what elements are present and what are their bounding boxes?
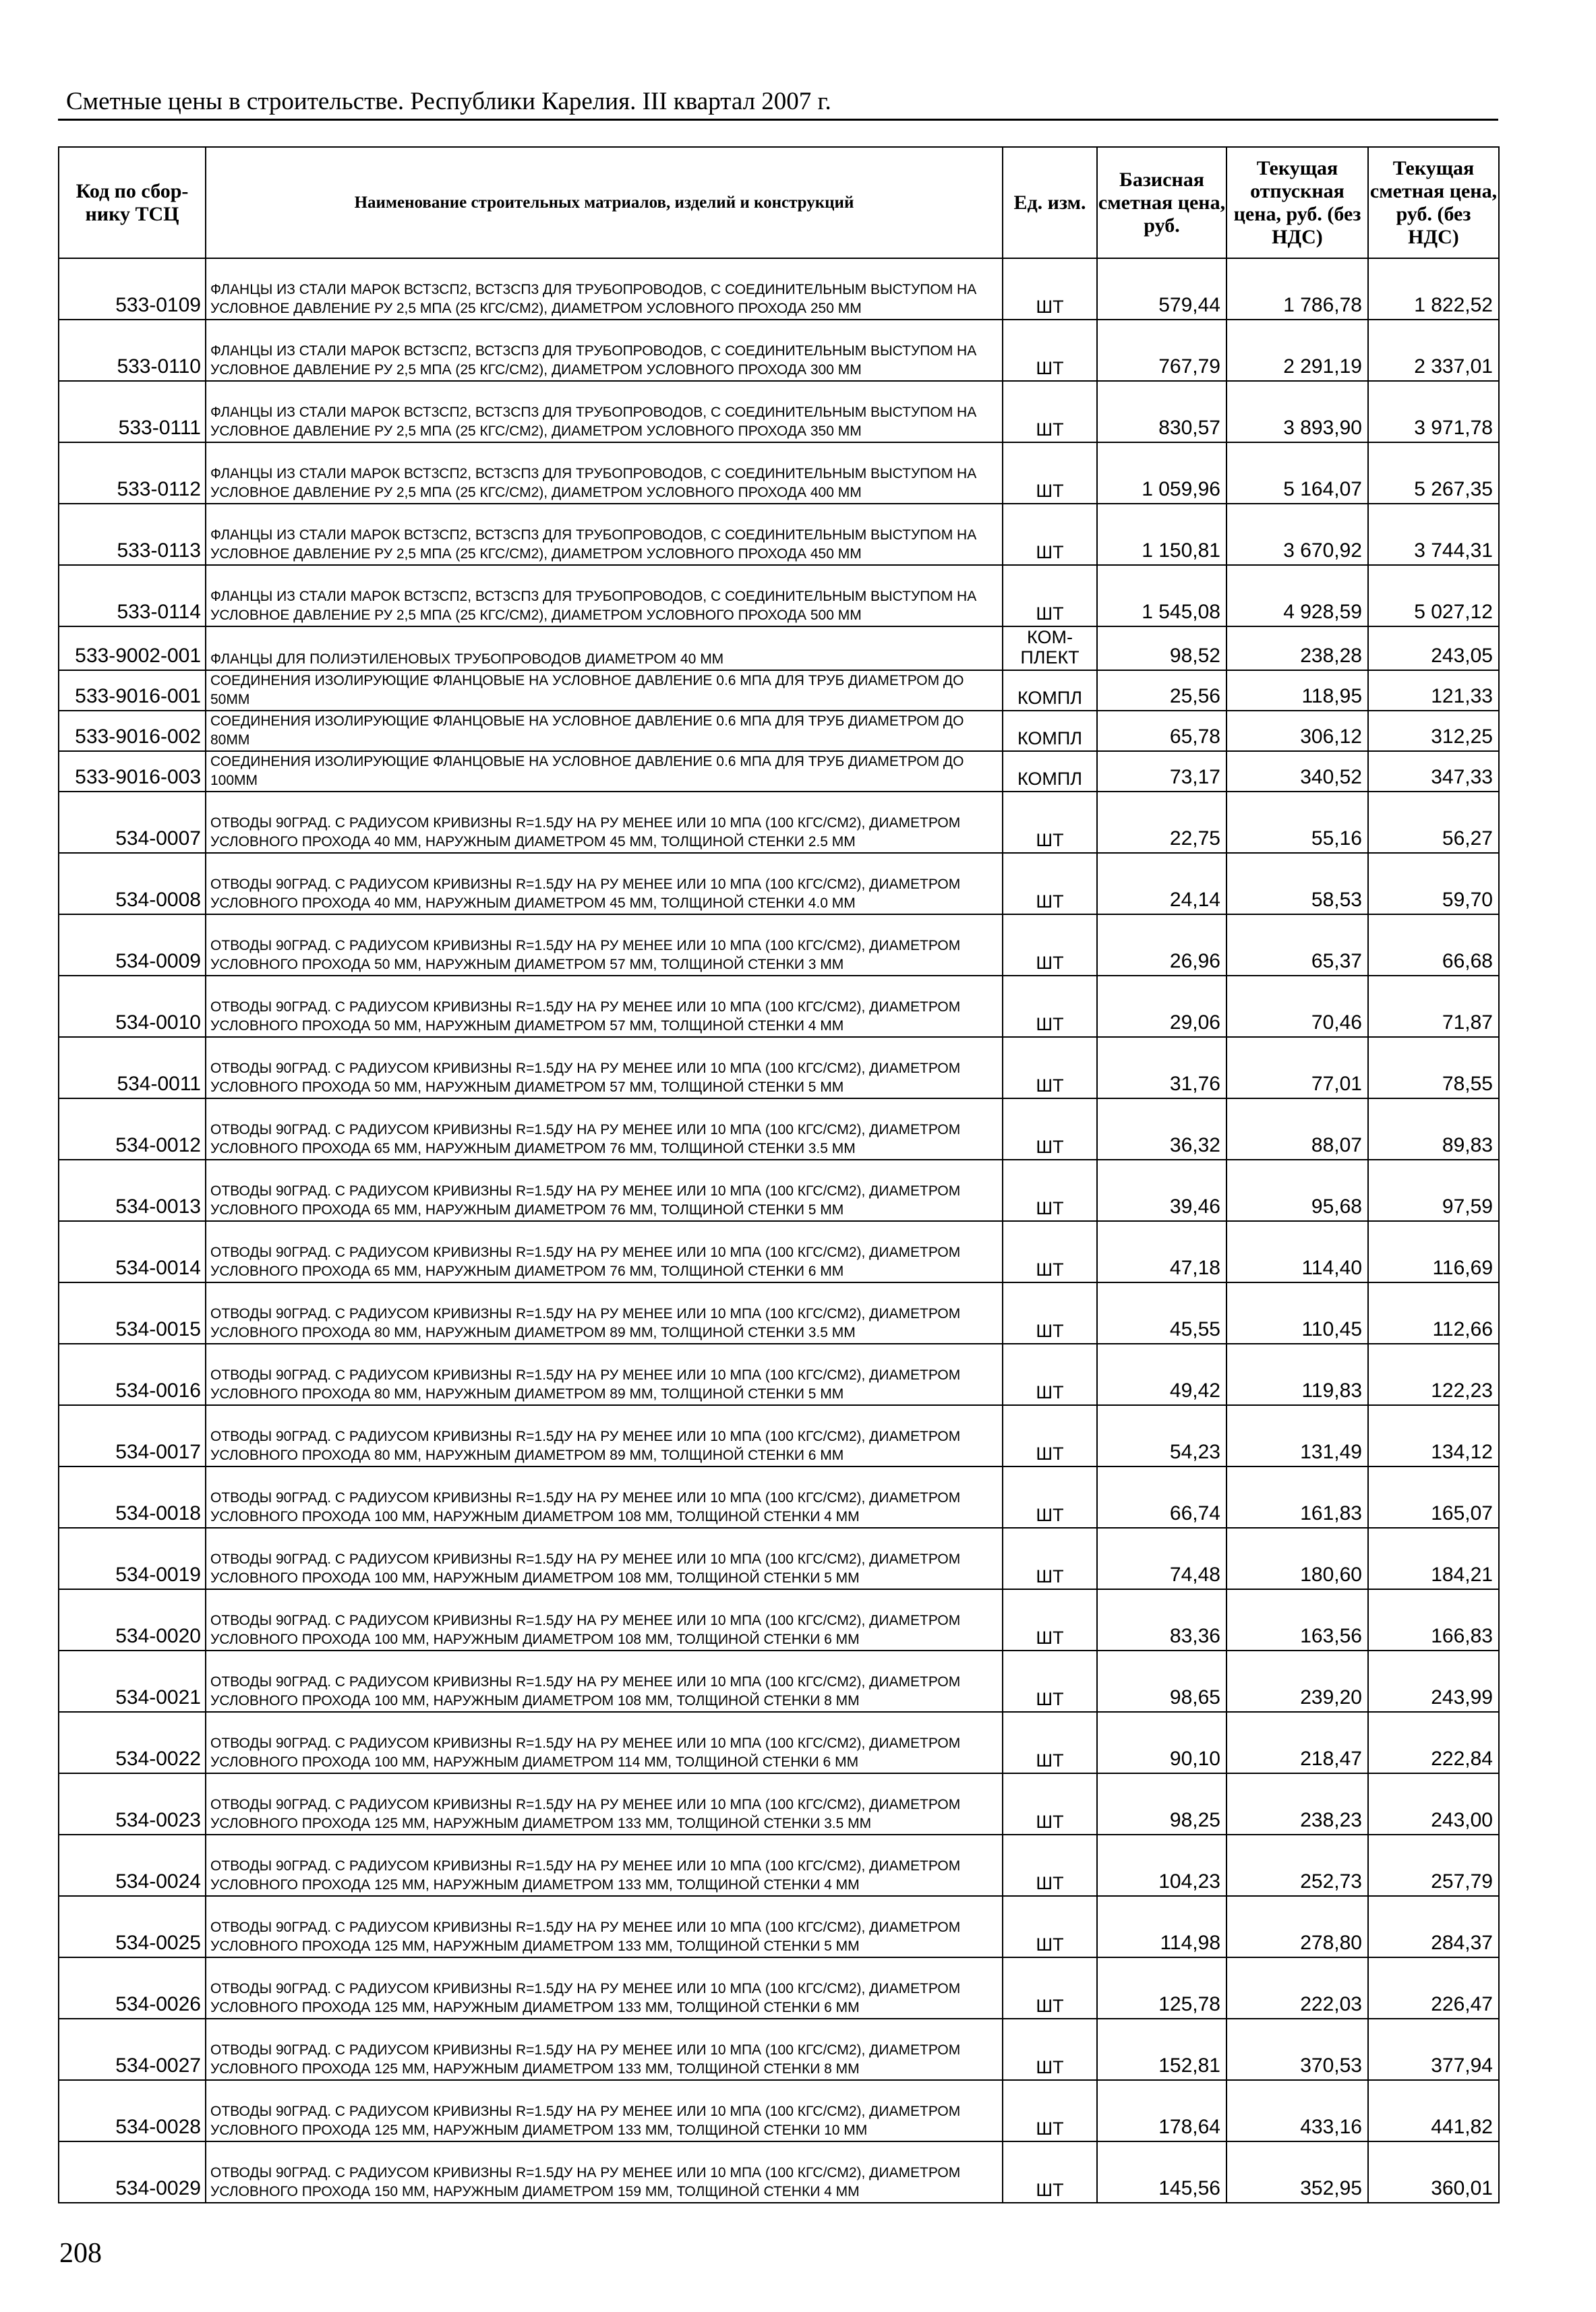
cell-name: ОТВОДЫ 90ГРАД. С РАДИУСОМ КРИВИЗНЫ R=1.5ДУ НА РУ МЕНЕЕ ИЛИ 10 МПА (100 КГС/СМ2), ДИАМЕТРОМ УСЛОВНОГО ПРОХОДА 100 ММ, НАРУЖНЫМ ДИАМЕТРОМ 108 ММ, ТОЛЩИНОЙ СТЕНКИ 6 ММ: [206, 1589, 1003, 1651]
cell-base-price: 49,42: [1097, 1344, 1226, 1405]
cell-name: ОТВОДЫ 90ГРАД. С РАДИУСОМ КРИВИЗНЫ R=1.5ДУ НА РУ МЕНЕЕ ИЛИ 10 МПА (100 КГС/СМ2), ДИАМЕТРОМ УСЛОВНОГО ПРОХОДА 100 ММ, НАРУЖНЫМ ДИАМЕТРОМ 108 ММ, ТОЛЩИНОЙ СТЕНКИ 8 ММ: [206, 1651, 1003, 1712]
cell-name: ФЛАНЦЫ ИЗ СТАЛИ МАРОК ВСТ3СП2, ВСТ3СП3 ДЛЯ ТРУБОПРОВОДОВ, С СОЕДИНИТЕЛЬНЫМ ВЫСТУПОМ НА УСЛОВНОЕ ДАВЛЕНИЕ РУ 2,5 МПА (25 КГС/СМ2), ДИАМЕТРОМ УСЛОВНОГО ПРОХОДА 400 ММ: [206, 442, 1003, 504]
cell-name: ОТВОДЫ 90ГРАД. С РАДИУСОМ КРИВИЗНЫ R=1.5ДУ НА РУ МЕНЕЕ ИЛИ 10 МПА (100 КГС/СМ2), ДИАМЕТРОМ УСЛОВНОГО ПРОХОДА 65 ММ, НАРУЖНЫМ ДИАМЕТРОМ 76 ММ, ТОЛЩИНОЙ СТЕНКИ 5 ММ: [206, 1160, 1003, 1221]
cell-current-release-price: 306,12: [1226, 711, 1368, 751]
cell-code: 534-0019: [59, 1528, 206, 1589]
cell-current-estimate-price: 165,07: [1368, 1466, 1499, 1528]
cell-unit: ШТ: [1003, 442, 1097, 504]
cell-current-estimate-price: 3 744,31: [1368, 504, 1499, 565]
table-row: [59, 1712, 1499, 1773]
cell-name: ОТВОДЫ 90ГРАД. С РАДИУСОМ КРИВИЗНЫ R=1.5ДУ НА РУ МЕНЕЕ ИЛИ 10 МПА (100 КГС/СМ2), ДИАМЕТРОМ УСЛОВНОГО ПРОХОДА 80 ММ, НАРУЖНЫМ ДИАМЕТРОМ 89 ММ, ТОЛЩИНОЙ СТЕНКИ 3.5 ММ: [206, 1282, 1003, 1344]
cell-current-estimate-price: 71,87: [1368, 976, 1499, 1037]
cell-unit: ШТ: [1003, 1773, 1097, 1835]
column-header-unit: Ед. изм.: [1003, 147, 1097, 258]
cell-current-release-price: 2 291,19: [1226, 320, 1368, 381]
cell-current-release-price: 222,03: [1226, 1957, 1368, 2019]
page-number: 208: [59, 2238, 102, 2269]
header-row: [59, 147, 1499, 258]
cell-base-price: 178,64: [1097, 2080, 1226, 2141]
table-row: [59, 1896, 1499, 1957]
cell-current-release-price: 118,95: [1226, 670, 1368, 711]
header-rule: [58, 119, 1498, 121]
cell-current-estimate-price: 312,25: [1368, 711, 1499, 751]
cell-unit: ШТ: [1003, 1405, 1097, 1466]
cell-base-price: 145,56: [1097, 2141, 1226, 2203]
cell-current-estimate-price: 116,69: [1368, 1221, 1499, 1282]
cell-current-release-price: 238,23: [1226, 1773, 1368, 1835]
running-header: Сметные цены в строительстве. Республики Карелия. III квартал 2007 г.: [66, 88, 831, 115]
cell-base-price: 98,25: [1097, 1773, 1226, 1835]
cell-base-price: 25,56: [1097, 670, 1226, 711]
table-row: [59, 914, 1499, 976]
cell-current-release-price: 352,95: [1226, 2141, 1368, 2203]
cell-code: 534-0010: [59, 976, 206, 1037]
cell-unit: ШТ: [1003, 1589, 1097, 1651]
cell-unit: ШТ: [1003, 2080, 1097, 2141]
cell-unit: ШТ: [1003, 565, 1097, 626]
table-row: [59, 2141, 1499, 2203]
cell-unit: ШТ: [1003, 976, 1097, 1037]
cell-base-price: 31,76: [1097, 1037, 1226, 1098]
cell-base-price: 98,65: [1097, 1651, 1226, 1712]
cell-current-estimate-price: 166,83: [1368, 1589, 1499, 1651]
cell-current-estimate-price: 122,23: [1368, 1344, 1499, 1405]
cell-base-price: 114,98: [1097, 1896, 1226, 1957]
cell-current-release-price: 119,83: [1226, 1344, 1368, 1405]
cell-name: ОТВОДЫ 90ГРАД. С РАДИУСОМ КРИВИЗНЫ R=1.5ДУ НА РУ МЕНЕЕ ИЛИ 10 МПА (100 КГС/СМ2), ДИАМЕТРОМ УСЛОВНОГО ПРОХОДА 150 ММ, НАРУЖНЫМ ДИАМЕТРОМ 159 ММ, ТОЛЩИНОЙ СТЕНКИ 4 ММ: [206, 2141, 1003, 2203]
cell-code: 534-0017: [59, 1405, 206, 1466]
cell-current-estimate-price: 1 822,52: [1368, 258, 1499, 320]
cell-code: 533-0109: [59, 258, 206, 320]
cell-unit: ШТ: [1003, 1098, 1097, 1160]
cell-code: 533-0111: [59, 381, 206, 442]
cell-current-estimate-price: 59,70: [1368, 853, 1499, 914]
cell-current-release-price: 340,52: [1226, 751, 1368, 792]
column-header-base-price: Базисная сметная цена, руб.: [1097, 147, 1226, 258]
cell-base-price: 830,57: [1097, 381, 1226, 442]
cell-unit: ШТ: [1003, 914, 1097, 976]
cell-code: 534-0013: [59, 1160, 206, 1221]
cell-base-price: 767,79: [1097, 320, 1226, 381]
cell-current-release-price: 4 928,59: [1226, 565, 1368, 626]
cell-code: 534-0020: [59, 1589, 206, 1651]
cell-current-estimate-price: 97,59: [1368, 1160, 1499, 1221]
cell-name: ОТВОДЫ 90ГРАД. С РАДИУСОМ КРИВИЗНЫ R=1.5ДУ НА РУ МЕНЕЕ ИЛИ 10 МПА (100 КГС/СМ2), ДИАМЕТРОМ УСЛОВНОГО ПРОХОДА 125 ММ, НАРУЖНЫМ ДИАМЕТРОМ 133 ММ, ТОЛЩИНОЙ СТЕНКИ 3.5 ММ: [206, 1773, 1003, 1835]
cell-current-estimate-price: 243,99: [1368, 1651, 1499, 1712]
cell-name: ОТВОДЫ 90ГРАД. С РАДИУСОМ КРИВИЗНЫ R=1.5ДУ НА РУ МЕНЕЕ ИЛИ 10 МПА (100 КГС/СМ2), ДИАМЕТРОМ УСЛОВНОГО ПРОХОДА 100 ММ, НАРУЖНЫМ ДИАМЕТРОМ 108 ММ, ТОЛЩИНОЙ СТЕНКИ 5 ММ: [206, 1528, 1003, 1589]
cell-current-estimate-price: 78,55: [1368, 1037, 1499, 1098]
table-row: [59, 504, 1499, 565]
cell-current-release-price: 1 786,78: [1226, 258, 1368, 320]
cell-current-release-price: 70,46: [1226, 976, 1368, 1037]
table-row: [59, 1589, 1499, 1651]
cell-current-release-price: 58,53: [1226, 853, 1368, 914]
cell-name: ОТВОДЫ 90ГРАД. С РАДИУСОМ КРИВИЗНЫ R=1.5ДУ НА РУ МЕНЕЕ ИЛИ 10 МПА (100 КГС/СМ2), ДИАМЕТРОМ УСЛОВНОГО ПРОХОДА 65 ММ, НАРУЖНЫМ ДИАМЕТРОМ 76 ММ, ТОЛЩИНОЙ СТЕНКИ 6 ММ: [206, 1221, 1003, 1282]
cell-base-price: 39,46: [1097, 1160, 1226, 1221]
table-row: [59, 853, 1499, 914]
cell-unit: ШТ: [1003, 1528, 1097, 1589]
cell-base-price: 152,81: [1097, 2019, 1226, 2080]
cell-unit: ШТ: [1003, 504, 1097, 565]
cell-unit: ШТ: [1003, 258, 1097, 320]
cell-code: 534-0029: [59, 2141, 206, 2203]
cell-base-price: 579,44: [1097, 258, 1226, 320]
cell-base-price: 66,74: [1097, 1466, 1226, 1528]
cell-name: ФЛАНЦЫ ДЛЯ ПОЛИЭТИЛЕНОВЫХ ТРУБОПРОВОДОВ ДИАМЕТРОМ 40 ММ: [206, 626, 1003, 670]
cell-code: 533-0113: [59, 504, 206, 565]
cell-code: 534-0018: [59, 1466, 206, 1528]
cell-current-release-price: 55,16: [1226, 792, 1368, 853]
cell-current-estimate-price: 2 337,01: [1368, 320, 1499, 381]
cell-base-price: 73,17: [1097, 751, 1226, 792]
cell-current-release-price: 65,37: [1226, 914, 1368, 976]
table-row: [59, 1773, 1499, 1835]
cell-current-estimate-price: 284,37: [1368, 1896, 1499, 1957]
cell-code: 534-0007: [59, 792, 206, 853]
table-row: [59, 381, 1499, 442]
cell-current-release-price: 239,20: [1226, 1651, 1368, 1712]
cell-current-estimate-price: 226,47: [1368, 1957, 1499, 2019]
cell-current-release-price: 161,83: [1226, 1466, 1368, 1528]
cell-current-estimate-price: 89,83: [1368, 1098, 1499, 1160]
cell-unit: ШТ: [1003, 320, 1097, 381]
cell-current-release-price: 278,80: [1226, 1896, 1368, 1957]
cell-code: 533-9016-002: [59, 711, 206, 751]
cell-unit: КОМПЛ: [1003, 711, 1097, 751]
column-header-code: Код по сбор-нику ТСЦ: [59, 147, 206, 258]
table-row: [59, 258, 1499, 320]
cell-name: ОТВОДЫ 90ГРАД. С РАДИУСОМ КРИВИЗНЫ R=1.5ДУ НА РУ МЕНЕЕ ИЛИ 10 МПА (100 КГС/СМ2), ДИАМЕТРОМ УСЛОВНОГО ПРОХОДА 100 ММ, НАРУЖНЫМ ДИАМЕТРОМ 114 ММ, ТОЛЩИНОЙ СТЕНКИ 6 ММ: [206, 1712, 1003, 1773]
cell-name: ФЛАНЦЫ ИЗ СТАЛИ МАРОК ВСТ3СП2, ВСТ3СП3 ДЛЯ ТРУБОПРОВОДОВ, С СОЕДИНИТЕЛЬНЫМ ВЫСТУПОМ НА УСЛОВНОЕ ДАВЛЕНИЕ РУ 2,5 МПА (25 КГС/СМ2), ДИАМЕТРОМ УСЛОВНОГО ПРОХОДА 450 ММ: [206, 504, 1003, 565]
cell-current-estimate-price: 112,66: [1368, 1282, 1499, 1344]
cell-current-release-price: 114,40: [1226, 1221, 1368, 1282]
cell-base-price: 36,32: [1097, 1098, 1226, 1160]
cell-name: СОЕДИНЕНИЯ ИЗОЛИРУЮЩИЕ ФЛАНЦОВЫЕ НА УСЛОВНОЕ ДАВЛЕНИЕ 0.6 МПА ДЛЯ ТРУБ ДИАМЕТРОМ ДО 50ММ: [206, 670, 1003, 711]
cell-current-estimate-price: 360,01: [1368, 2141, 1499, 2203]
cell-current-release-price: 433,16: [1226, 2080, 1368, 2141]
cell-unit: ШТ: [1003, 1835, 1097, 1896]
cell-code: 533-0114: [59, 565, 206, 626]
cell-unit: ШТ: [1003, 1282, 1097, 1344]
cell-name: ФЛАНЦЫ ИЗ СТАЛИ МАРОК ВСТ3СП2, ВСТ3СП3 ДЛЯ ТРУБОПРОВОДОВ, С СОЕДИНИТЕЛЬНЫМ ВЫСТУПОМ НА УСЛОВНОЕ ДАВЛЕНИЕ РУ 2,5 МПА (25 КГС/СМ2), ДИАМЕТРОМ УСЛОВНОГО ПРОХОДА 350 ММ: [206, 381, 1003, 442]
cell-current-release-price: 218,47: [1226, 1712, 1368, 1773]
cell-unit: ШТ: [1003, 1957, 1097, 2019]
cell-current-estimate-price: 222,84: [1368, 1712, 1499, 1773]
cell-base-price: 45,55: [1097, 1282, 1226, 1344]
cell-name: ОТВОДЫ 90ГРАД. С РАДИУСОМ КРИВИЗНЫ R=1.5ДУ НА РУ МЕНЕЕ ИЛИ 10 МПА (100 КГС/СМ2), ДИАМЕТРОМ УСЛОВНОГО ПРОХОДА 50 ММ, НАРУЖНЫМ ДИАМЕТРОМ 57 ММ, ТОЛЩИНОЙ СТЕНКИ 4 ММ: [206, 976, 1003, 1037]
cell-base-price: 1 150,81: [1097, 504, 1226, 565]
cell-current-estimate-price: 243,00: [1368, 1773, 1499, 1835]
table-row: [59, 2019, 1499, 2080]
cell-base-price: 54,23: [1097, 1405, 1226, 1466]
cell-code: 534-0009: [59, 914, 206, 976]
cell-unit: ШТ: [1003, 1160, 1097, 1221]
table-row: [59, 792, 1499, 853]
cell-name: ФЛАНЦЫ ИЗ СТАЛИ МАРОК ВСТ3СП2, ВСТ3СП3 ДЛЯ ТРУБОПРОВОДОВ, С СОЕДИНИТЕЛЬНЫМ ВЫСТУПОМ НА УСЛОВНОЕ ДАВЛЕНИЕ РУ 2,5 МПА (25 КГС/СМ2), ДИАМЕТРОМ УСЛОВНОГО ПРОХОДА 500 ММ: [206, 565, 1003, 626]
table-row: [59, 2080, 1499, 2141]
cell-current-release-price: 163,56: [1226, 1589, 1368, 1651]
cell-current-release-price: 131,49: [1226, 1405, 1368, 1466]
cell-current-release-price: 238,28: [1226, 626, 1368, 670]
cell-unit: ШТ: [1003, 1712, 1097, 1773]
cell-base-price: 47,18: [1097, 1221, 1226, 1282]
cell-code: 534-0026: [59, 1957, 206, 2019]
table-row: [59, 1466, 1499, 1528]
column-header-name: Наименование строительных матриалов, изделий и конструкций: [206, 147, 1003, 258]
cell-code: 534-0014: [59, 1221, 206, 1282]
table-header: [59, 147, 1499, 258]
cell-base-price: 29,06: [1097, 976, 1226, 1037]
cell-current-estimate-price: 243,05: [1368, 626, 1499, 670]
cell-code: 534-0025: [59, 1896, 206, 1957]
table-row: [59, 626, 1499, 670]
cell-name: ОТВОДЫ 90ГРАД. С РАДИУСОМ КРИВИЗНЫ R=1.5ДУ НА РУ МЕНЕЕ ИЛИ 10 МПА (100 КГС/СМ2), ДИАМЕТРОМ УСЛОВНОГО ПРОХОДА 125 ММ, НАРУЖНЫМ ДИАМЕТРОМ 133 ММ, ТОЛЩИНОЙ СТЕНКИ 6 ММ: [206, 1957, 1003, 2019]
cell-name: ОТВОДЫ 90ГРАД. С РАДИУСОМ КРИВИЗНЫ R=1.5ДУ НА РУ МЕНЕЕ ИЛИ 10 МПА (100 КГС/СМ2), ДИАМЕТРОМ УСЛОВНОГО ПРОХОДА 80 ММ, НАРУЖНЫМ ДИАМЕТРОМ 89 ММ, ТОЛЩИНОЙ СТЕНКИ 5 ММ: [206, 1344, 1003, 1405]
table-body: [59, 258, 1499, 2203]
cell-unit: ШТ: [1003, 1651, 1097, 1712]
cell-current-release-price: 5 164,07: [1226, 442, 1368, 504]
cell-unit: ШТ: [1003, 792, 1097, 853]
cell-code: 533-9016-001: [59, 670, 206, 711]
cell-current-release-price: 3 893,90: [1226, 381, 1368, 442]
cell-base-price: 104,23: [1097, 1835, 1226, 1896]
cell-name: ФЛАНЦЫ ИЗ СТАЛИ МАРОК ВСТ3СП2, ВСТ3СП3 ДЛЯ ТРУБОПРОВОДОВ, С СОЕДИНИТЕЛЬНЫМ ВЫСТУПОМ НА УСЛОВНОЕ ДАВЛЕНИЕ РУ 2,5 МПА (25 КГС/СМ2), ДИАМЕТРОМ УСЛОВНОГО ПРОХОДА 250 ММ: [206, 258, 1003, 320]
cell-current-estimate-price: 257,79: [1368, 1835, 1499, 1896]
cell-current-estimate-price: 5 267,35: [1368, 442, 1499, 504]
cell-current-estimate-price: 3 971,78: [1368, 381, 1499, 442]
cell-unit: ШТ: [1003, 1221, 1097, 1282]
cell-code: 533-9016-003: [59, 751, 206, 792]
table-row: [59, 320, 1499, 381]
price-table: [58, 146, 1500, 2203]
table-row: [59, 1405, 1499, 1466]
cell-name: ОТВОДЫ 90ГРАД. С РАДИУСОМ КРИВИЗНЫ R=1.5ДУ НА РУ МЕНЕЕ ИЛИ 10 МПА (100 КГС/СМ2), ДИАМЕТРОМ УСЛОВНОГО ПРОХОДА 125 ММ, НАРУЖНЫМ ДИАМЕТРОМ 133 ММ, ТОЛЩИНОЙ СТЕНКИ 10 ММ: [206, 2080, 1003, 2141]
cell-base-price: 90,10: [1097, 1712, 1226, 1773]
cell-code: 533-0110: [59, 320, 206, 381]
cell-base-price: 74,48: [1097, 1528, 1226, 1589]
cell-code: 533-9002-001: [59, 626, 206, 670]
cell-name: ФЛАНЦЫ ИЗ СТАЛИ МАРОК ВСТ3СП2, ВСТ3СП3 ДЛЯ ТРУБОПРОВОДОВ, С СОЕДИНИТЕЛЬНЫМ ВЫСТУПОМ НА УСЛОВНОЕ ДАВЛЕНИЕ РУ 2,5 МПА (25 КГС/СМ2), ДИАМЕТРОМ УСЛОВНОГО ПРОХОДА 300 ММ: [206, 320, 1003, 381]
cell-code: 534-0008: [59, 853, 206, 914]
table-row: [59, 565, 1499, 626]
cell-code: 534-0028: [59, 2080, 206, 2141]
cell-code: 534-0027: [59, 2019, 206, 2080]
cell-unit: ШТ: [1003, 2141, 1097, 2203]
cell-unit: ШТ: [1003, 1344, 1097, 1405]
cell-current-estimate-price: 66,68: [1368, 914, 1499, 976]
cell-base-price: 1 059,96: [1097, 442, 1226, 504]
cell-base-price: 26,96: [1097, 914, 1226, 976]
cell-current-release-price: 3 670,92: [1226, 504, 1368, 565]
column-header-current-estimate-price: Текущая сметная цена, руб. (без НДС): [1368, 147, 1499, 258]
table-row: [59, 1528, 1499, 1589]
cell-base-price: 24,14: [1097, 853, 1226, 914]
cell-unit: ШТ: [1003, 2019, 1097, 2080]
cell-current-estimate-price: 134,12: [1368, 1405, 1499, 1466]
cell-name: ОТВОДЫ 90ГРАД. С РАДИУСОМ КРИВИЗНЫ R=1.5ДУ НА РУ МЕНЕЕ ИЛИ 10 МПА (100 КГС/СМ2), ДИАМЕТРОМ УСЛОВНОГО ПРОХОДА 40 ММ, НАРУЖНЫМ ДИАМЕТРОМ 45 ММ, ТОЛЩИНОЙ СТЕНКИ 4.0 ММ: [206, 853, 1003, 914]
cell-current-release-price: 180,60: [1226, 1528, 1368, 1589]
cell-name: ОТВОДЫ 90ГРАД. С РАДИУСОМ КРИВИЗНЫ R=1.5ДУ НА РУ МЕНЕЕ ИЛИ 10 МПА (100 КГС/СМ2), ДИАМЕТРОМ УСЛОВНОГО ПРОХОДА 125 ММ, НАРУЖНЫМ ДИАМЕТРОМ 133 ММ, ТОЛЩИНОЙ СТЕНКИ 5 ММ: [206, 1896, 1003, 1957]
table-row: [59, 1651, 1499, 1712]
cell-current-estimate-price: 184,21: [1368, 1528, 1499, 1589]
cell-code: 534-0011: [59, 1037, 206, 1098]
cell-name: ОТВОДЫ 90ГРАД. С РАДИУСОМ КРИВИЗНЫ R=1.5ДУ НА РУ МЕНЕЕ ИЛИ 10 МПА (100 КГС/СМ2), ДИАМЕТРОМ УСЛОВНОГО ПРОХОДА 65 ММ, НАРУЖНЫМ ДИАМЕТРОМ 76 ММ, ТОЛЩИНОЙ СТЕНКИ 3.5 ММ: [206, 1098, 1003, 1160]
cell-current-release-price: 88,07: [1226, 1098, 1368, 1160]
column-header-current-release-price: Текущая отпускная цена, руб. (без НДС): [1226, 147, 1368, 258]
cell-unit: ШТ: [1003, 1466, 1097, 1528]
cell-name: ОТВОДЫ 90ГРАД. С РАДИУСОМ КРИВИЗНЫ R=1.5ДУ НА РУ МЕНЕЕ ИЛИ 10 МПА (100 КГС/СМ2), ДИАМЕТРОМ УСЛОВНОГО ПРОХОДА 125 ММ, НАРУЖНЫМ ДИАМЕТРОМ 133 ММ, ТОЛЩИНОЙ СТЕНКИ 4 ММ: [206, 1835, 1003, 1896]
cell-name: ОТВОДЫ 90ГРАД. С РАДИУСОМ КРИВИЗНЫ R=1.5ДУ НА РУ МЕНЕЕ ИЛИ 10 МПА (100 КГС/СМ2), ДИАМЕТРОМ УСЛОВНОГО ПРОХОДА 100 ММ, НАРУЖНЫМ ДИАМЕТРОМ 108 ММ, ТОЛЩИНОЙ СТЕНКИ 4 ММ: [206, 1466, 1003, 1528]
cell-base-price: 83,36: [1097, 1589, 1226, 1651]
cell-current-estimate-price: 441,82: [1368, 2080, 1499, 2141]
cell-current-release-price: 252,73: [1226, 1835, 1368, 1896]
cell-code: 534-0024: [59, 1835, 206, 1896]
cell-name: СОЕДИНЕНИЯ ИЗОЛИРУЮЩИЕ ФЛАНЦОВЫЕ НА УСЛОВНОЕ ДАВЛЕНИЕ 0.6 МПА ДЛЯ ТРУБ ДИАМЕТРОМ ДО 100ММ: [206, 751, 1003, 792]
table-row: [59, 976, 1499, 1037]
cell-unit: ШТ: [1003, 1037, 1097, 1098]
table-row: [59, 751, 1499, 792]
cell-base-price: 98,52: [1097, 626, 1226, 670]
table-row: [59, 670, 1499, 711]
cell-current-estimate-price: 56,27: [1368, 792, 1499, 853]
cell-base-price: 125,78: [1097, 1957, 1226, 2019]
cell-current-estimate-price: 121,33: [1368, 670, 1499, 711]
cell-current-release-price: 370,53: [1226, 2019, 1368, 2080]
cell-code: 533-0112: [59, 442, 206, 504]
table-row: [59, 1221, 1499, 1282]
cell-current-release-price: 95,68: [1226, 1160, 1368, 1221]
cell-unit: КОМ-ПЛЕКТ: [1003, 626, 1097, 670]
cell-current-release-price: 77,01: [1226, 1037, 1368, 1098]
cell-name: ОТВОДЫ 90ГРАД. С РАДИУСОМ КРИВИЗНЫ R=1.5ДУ НА РУ МЕНЕЕ ИЛИ 10 МПА (100 КГС/СМ2), ДИАМЕТРОМ УСЛОВНОГО ПРОХОДА 50 ММ, НАРУЖНЫМ ДИАМЕТРОМ 57 ММ, ТОЛЩИНОЙ СТЕНКИ 3 ММ: [206, 914, 1003, 976]
cell-unit: ШТ: [1003, 1896, 1097, 1957]
cell-current-estimate-price: 347,33: [1368, 751, 1499, 792]
cell-code: 534-0022: [59, 1712, 206, 1773]
table-row: [59, 711, 1499, 751]
table-row: [59, 1344, 1499, 1405]
cell-base-price: 1 545,08: [1097, 565, 1226, 626]
table-row: [59, 1037, 1499, 1098]
table-row: [59, 1957, 1499, 2019]
table-row: [59, 1098, 1499, 1160]
cell-unit: КОМПЛ: [1003, 670, 1097, 711]
cell-base-price: 22,75: [1097, 792, 1226, 853]
cell-name: ОТВОДЫ 90ГРАД. С РАДИУСОМ КРИВИЗНЫ R=1.5ДУ НА РУ МЕНЕЕ ИЛИ 10 МПА (100 КГС/СМ2), ДИАМЕТРОМ УСЛОВНОГО ПРОХОДА 80 ММ, НАРУЖНЫМ ДИАМЕТРОМ 89 ММ, ТОЛЩИНОЙ СТЕНКИ 6 ММ: [206, 1405, 1003, 1466]
cell-current-release-price: 110,45: [1226, 1282, 1368, 1344]
cell-code: 534-0015: [59, 1282, 206, 1344]
cell-code: 534-0021: [59, 1651, 206, 1712]
cell-name: ОТВОДЫ 90ГРАД. С РАДИУСОМ КРИВИЗНЫ R=1.5ДУ НА РУ МЕНЕЕ ИЛИ 10 МПА (100 КГС/СМ2), ДИАМЕТРОМ УСЛОВНОГО ПРОХОДА 50 ММ, НАРУЖНЫМ ДИАМЕТРОМ 57 ММ, ТОЛЩИНОЙ СТЕНКИ 5 ММ: [206, 1037, 1003, 1098]
cell-base-price: 65,78: [1097, 711, 1226, 751]
cell-current-estimate-price: 377,94: [1368, 2019, 1499, 2080]
cell-unit: ШТ: [1003, 381, 1097, 442]
table-row: [59, 1835, 1499, 1896]
cell-code: 534-0023: [59, 1773, 206, 1835]
cell-name: ОТВОДЫ 90ГРАД. С РАДИУСОМ КРИВИЗНЫ R=1.5ДУ НА РУ МЕНЕЕ ИЛИ 10 МПА (100 КГС/СМ2), ДИАМЕТРОМ УСЛОВНОГО ПРОХОДА 40 ММ, НАРУЖНЫМ ДИАМЕТРОМ 45 ММ, ТОЛЩИНОЙ СТЕНКИ 2.5 ММ: [206, 792, 1003, 853]
cell-code: 534-0012: [59, 1098, 206, 1160]
cell-unit: КОМПЛ: [1003, 751, 1097, 792]
table-row: [59, 1160, 1499, 1221]
table-row: [59, 1282, 1499, 1344]
cell-current-estimate-price: 5 027,12: [1368, 565, 1499, 626]
cell-unit: ШТ: [1003, 853, 1097, 914]
table-row: [59, 442, 1499, 504]
cell-code: 534-0016: [59, 1344, 206, 1405]
cell-name: СОЕДИНЕНИЯ ИЗОЛИРУЮЩИЕ ФЛАНЦОВЫЕ НА УСЛОВНОЕ ДАВЛЕНИЕ 0.6 МПА ДЛЯ ТРУБ ДИАМЕТРОМ ДО 80ММ: [206, 711, 1003, 751]
cell-name: ОТВОДЫ 90ГРАД. С РАДИУСОМ КРИВИЗНЫ R=1.5ДУ НА РУ МЕНЕЕ ИЛИ 10 МПА (100 КГС/СМ2), ДИАМЕТРОМ УСЛОВНОГО ПРОХОДА 125 ММ, НАРУЖНЫМ ДИАМЕТРОМ 133 ММ, ТОЛЩИНОЙ СТЕНКИ 8 ММ: [206, 2019, 1003, 2080]
